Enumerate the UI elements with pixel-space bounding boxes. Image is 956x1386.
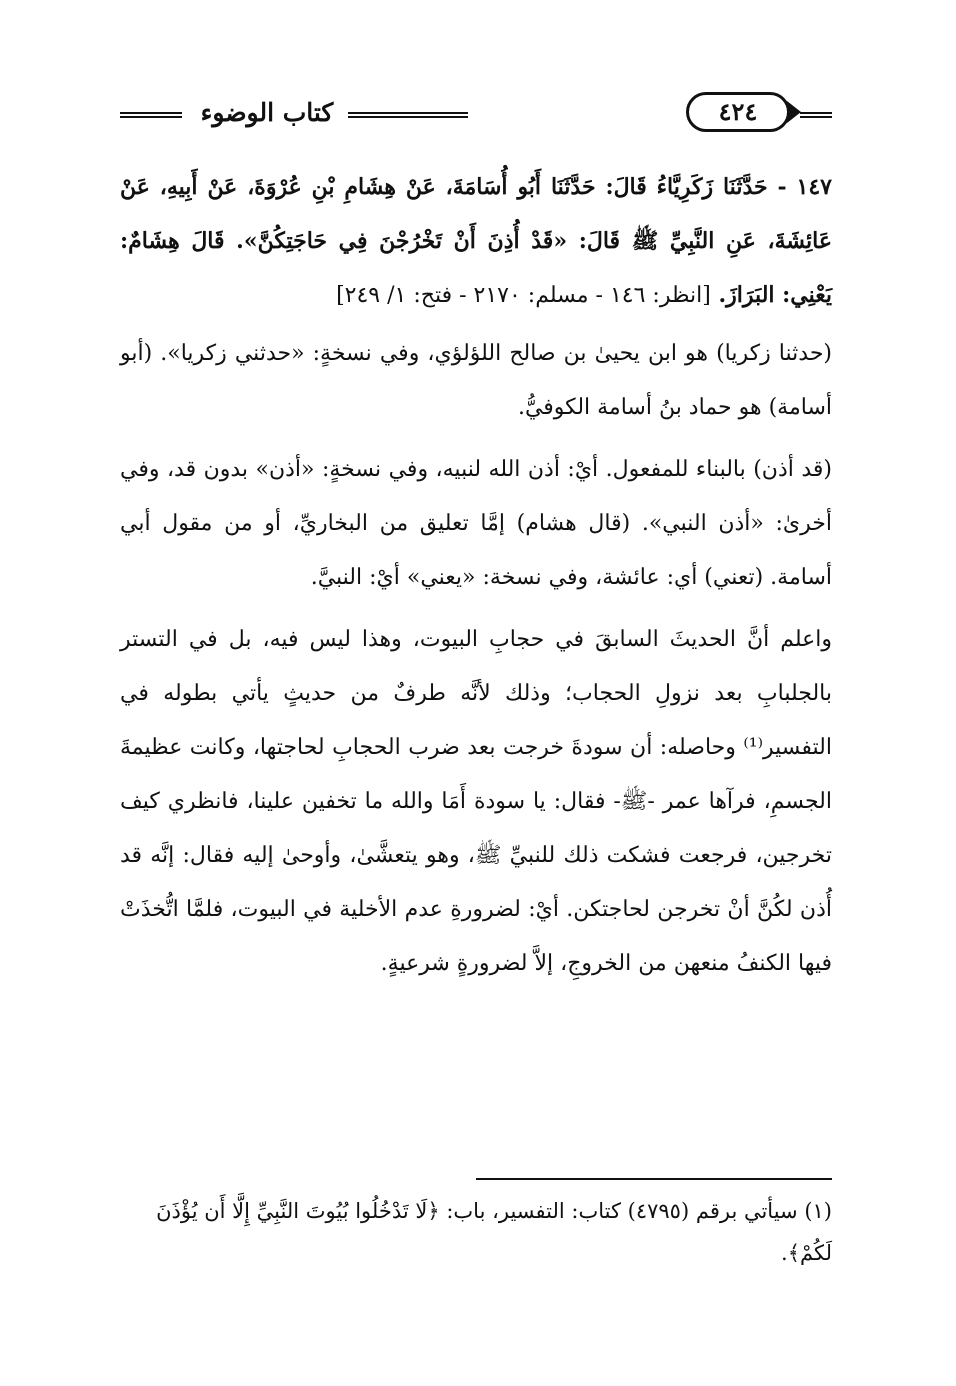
main-text (120, 160, 832, 999)
page-header (120, 92, 832, 136)
hadith-paragraph (120, 160, 832, 323)
header-rule-right (800, 112, 832, 118)
footnote: (١) سيأتي برقم (٤٧٩٥) كتاب: التفسير، باب: ﴿لَا تَدْخُلُوا بُيُوتَ النَّبِيِّ إِلَّا أَن يُؤْذَنَ لَكُمْ﴾. (156, 1199, 832, 1265)
hadith-number: ١٤٧ (796, 174, 832, 200)
commentary-paragraph-2: (قد أذن) بالبناء للمفعول. أيْ: أذن الله لنبيه، وفي نسخةٍ: «أذن» بدون قد، وفي أخرىٰ: «أذن النبي». (قال هشام) إمَّا تعليق من البخاريِّ، أو من مقول أبي أسامة. (تعني) أي: عائشة، وفي نسخة: «يعني» أيْ: النبيَّ. (120, 457, 832, 590)
header-rule-left (120, 112, 182, 118)
hadith-reference: [انظر: ١٤٦ - مسلم: ٢١٧٠ - فتح: ١/ ٢٤٩] (336, 283, 711, 308)
commentary-paragraph-3: واعلم أنَّ الحديثَ السابقَ في حجابِ البيوت، وهذا ليس فيه، بل في التستر بالجلبابِ بعد نزولِ الحجاب؛ وذلك لأنَّه طرفٌ من حديثٍ يأتي بطوله في التفسير⁽¹⁾ وحاصله: أن سودةَ خرجت بعد ضرب الحجابِ لحاجتها، وكانت عظيمةَ الجسمِ، فرآها عمر -ﷺ- فقال: يا سودة أَمَا والله ما تخفين علينا، فانظري كيف تخرجين، فرجعت فشكت ذلك للنبيِّ ﷺ، وهو يتعشَّىٰ، وأوحىٰ إليه فقال: إنَّه قد أُذن لكُنَّ أنْ تخرجن لحاجتكن. أيْ: لضرورةِ عدم الأخلية في البيوت، فلمَّا اتُّخذَتْ فيها الكنفُ منعهن من الخروجِ، إلاَّ لضرورةٍ شرعيةٍ. (120, 627, 832, 976)
page-number-badge: ٤٢٤ (686, 92, 790, 132)
commentary-paragraph-1: (حدثنا زكريا) هو ابن يحيىٰ بن صالح اللؤلؤي، وفي نسخةٍ: «حدثني زكريا». (أبو أسامة) هو حماد بنُ أسامة الكوفيُّ. (120, 341, 832, 420)
footnote-divider (476, 1178, 832, 1180)
header-rule-middle (348, 112, 468, 118)
running-title: كتاب الوضوء (200, 98, 334, 127)
hadith-dash: - (767, 174, 787, 200)
hadith-text: حَدَّثَنَا زَكَرِيَّاءُ قَالَ: حَدَّثَنَا أَبُو أُسَامَةَ، عَنْ هِشَامِ بْنِ عُرْوَةَ، عَنْ أَبِيهِ، عَنْ عَائِشَةَ، عَنِ النَّبِيِّ ﷺ قَالَ: «قَدْ أُذِنَ أَنْ تَخْرُجْنَ فِي حَاجَتِكُنَّ». قَالَ هِشَامٌ: يَعْنِي: البَرَازَ. (120, 174, 832, 308)
